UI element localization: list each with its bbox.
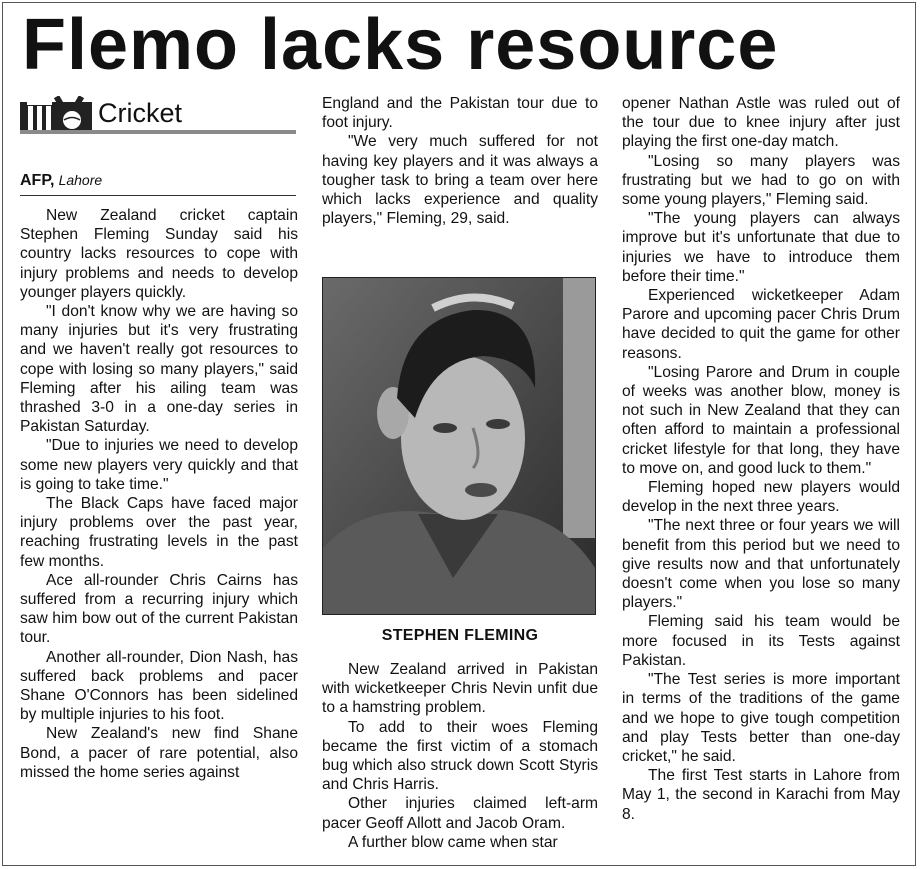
section-rule: [20, 130, 296, 134]
portrait-image: [323, 278, 595, 614]
headline: Flemo lacks resource: [22, 5, 779, 85]
section-label: Cricket: [98, 98, 183, 128]
photo-caption: STEPHEN FLEMING: [381, 627, 539, 644]
paragraph: "Losing so many players was frustrating but we had to go on with some young players," Fleming said.: [622, 152, 900, 209]
column-2-bottom: [322, 660, 598, 852]
paragraph: "I don't know why we are having so many injuries but it's very frustrating and we haven't really got resources to cope with losing so many players," said Fleming after his ailing team was thrashed 3-0 in a one-day series in Pakistan Saturday.: [20, 303, 298, 436]
byline-agency: AFP,: [20, 172, 55, 189]
paragraph: "The young players can always improve but it's unfortunate that due to injuries we have to introduce them before their time.": [622, 210, 900, 285]
paragraph: opener Nathan Astle was ruled out of the tour due to knee injury after just playing the first one-day match.: [622, 95, 900, 151]
byline-place: Lahore: [58, 172, 103, 188]
paragraph: "We very much suffered for not having key players and it was always a tougher task to bring a team over here which lacks experience and quality players," Fleming, 29, said.: [322, 133, 598, 228]
paragraph: A further blow came when star: [348, 833, 558, 851]
paragraph: New Zealand arrived in Pakistan with wicketkeeper Chris Nevin unfit due to a hamstring problem.: [322, 661, 598, 717]
paragraph: To add to their woes Fleming became the first victim of a stomach bug which also struck down Scott Styris and Chris Harris.: [322, 718, 598, 794]
paragraph: Other injuries claimed left-arm pacer Geoff Allott and Jacob Oram.: [322, 795, 598, 832]
byline: [20, 170, 296, 196]
paragraph: Experienced wicketkeeper Adam Parore and upcoming pacer Chris Drum have decided to quit the game for other reasons.: [622, 287, 900, 362]
paragraph: The Black Caps have faced major injury problems over the past year, reaching frustrating levels in the past few months.: [20, 495, 298, 570]
column-3: [622, 94, 900, 824]
paragraph: "The next three or four years we will benefit from this period but we need to give results now and that unfortunately doesn't come when you lose so many players.": [622, 517, 900, 612]
player-photo: [322, 277, 596, 615]
paragraph: England and the Pakistan tour due to foot injury.: [322, 95, 598, 132]
paragraph: Fleming said his team would be more focused in its Tests against Pakistan.: [622, 613, 900, 669]
column-2-top: [322, 94, 598, 228]
paragraph: "The Test series is more important in terms of the traditions of the game and we hope to give tough competition and play Tests better than one-day cricket," he said.: [622, 671, 900, 765]
cricket-stumps-icon: [20, 96, 92, 132]
paragraph: Ace all-rounder Chris Cairns has suffered from a recurring injury which saw him bow out of the current Pakistan tour.: [20, 571, 298, 647]
section-header: [20, 92, 296, 136]
column-1: [20, 206, 298, 782]
paragraph: New Zealand cricket captain Stephen Fleming Sunday said his country lacks resources to cope with injury problems and needs to develop younger players quickly.: [20, 207, 298, 301]
paragraph: "Due to injuries we need to develop some new players very quickly and that is going to take time.": [20, 437, 298, 493]
paragraph: "Losing Parore and Drum in couple of weeks was another blow, money is not such in New Zealand that they can often afford to maintain a professional cricket lifestyle for that long, they have to move on, and good luck to them.": [622, 363, 900, 477]
paragraph: New Zealand's new find Shane Bond, a pacer of rare potential, also missed the home series against: [20, 725, 298, 781]
paragraph: Fleming hoped new players would develop in the next three years.: [622, 479, 900, 516]
paragraph: The first Test starts in Lahore from May 1, the second in Karachi from May 8.: [622, 767, 900, 823]
paragraph: Another all-rounder, Dion Nash, has suffered back problems and pacer Shane O'Connors has been sidelined by multiple injuries to his foot.: [20, 648, 298, 724]
